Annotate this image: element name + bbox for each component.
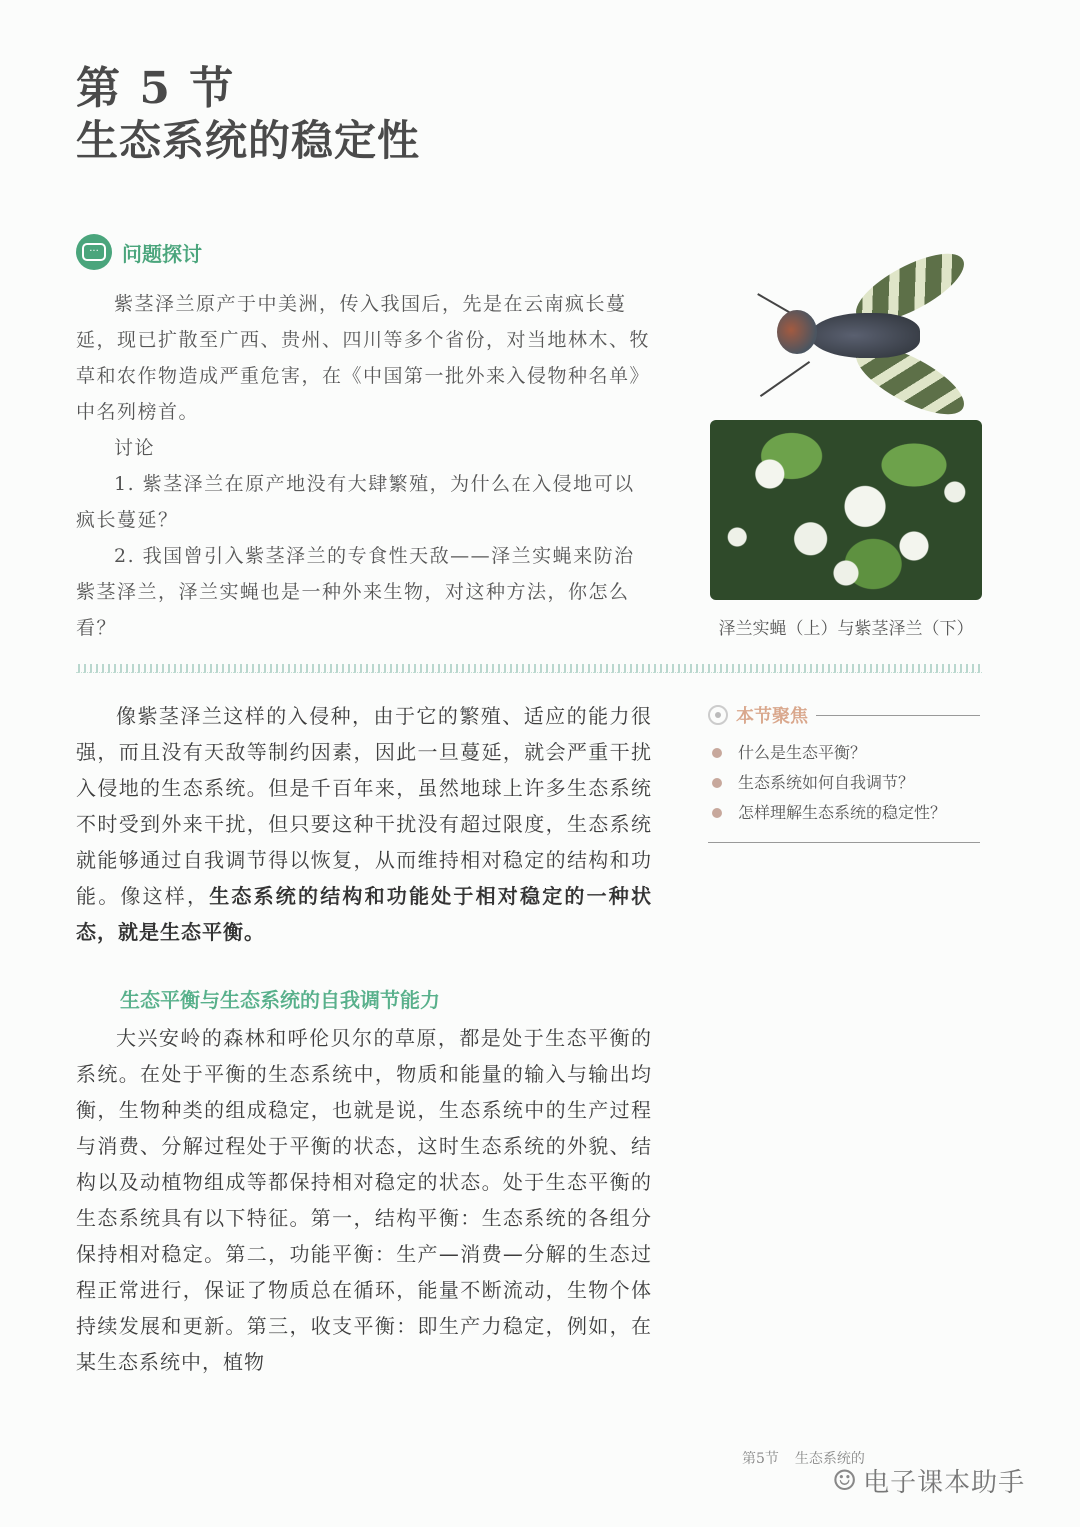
discussion-subheading: 讨论 [114,437,156,459]
chapter-number: 第 5 节 [76,63,236,114]
bullet-icon [712,748,722,758]
wechat-icon: ☺ [832,1464,858,1497]
chapter-title: 生态系统的稳定性 [76,116,421,165]
discussion-body [76,286,652,646]
watermark: ☺ 电子课本助手 [832,1464,1026,1498]
main-paragraph-2: 大兴安岭的森林和呼伦贝尔的草原，都是处于生态平衡的系统。在处于平衡的生态系统中，物质和能量的输入与输出均衡，生物种类的组成稳定，也就是说，生态系统中的生产过程与消费、分解过程处于平衡的状态，这时生态系统的外貌、结构以及动植物组成等都保持相对稳定的状态。处于生态平衡的生态系统具有以下特征。第一，结构平衡：生态系统的各组分保持相对稳定。第二，功能平衡：生产—消费—分解的生态过程正常进行，保证了物质总在循环，能量不断流动，生物个体持续发展和更新。第三，收支平衡：即生产力稳定，例如，在某生态系统中，植物 [76,1026,652,1374]
para1-definition: 生态系统的结构和功能处于相对稳定的一种状态，就是生态平衡。 [76,884,653,944]
discussion-question-1: 1. 紫茎泽兰在原产地没有大肆繁殖，为什么在入侵地可以疯长蔓延？ [76,473,635,531]
focus-box [708,702,980,843]
discussion-title: 问题探讨 [122,241,202,266]
discussion-header [76,234,202,270]
target-icon [708,705,728,725]
divider [708,842,980,843]
para1-text: 像紫茎泽兰这样的入侵种，由于它的繁殖、适应的能力很强，而且没有天敌等制约因素，因此一旦蔓延，就会严重干扰入侵地的生态系统。但是千百年来，虽然地球上许多生态系统不时受到外来干扰，但只要这种干扰没有超过限度，生态系统就能够通过自我调节得以恢复，从而维持相对稳定的结构和功能。像这样， [76,704,652,908]
divider [816,715,980,716]
bullet-icon [712,808,722,818]
chat-bubble-icon: ··· [76,234,112,270]
focus-list [708,738,980,828]
page-footer: 第5节 生态系统的 [742,1451,865,1467]
focus-title: 本节聚焦 [736,706,808,727]
list-item: 怎样理解生态系统的稳定性？ [708,798,980,828]
discussion-question-2: 2. 我国曾引入紫茎泽兰的专食性天敌——泽兰实蝇来防治紫茎泽兰，泽兰实蝇也是一种外来生物，对这种方法，你怎么看？ [76,545,635,639]
bullet-icon [712,778,722,788]
plant-photo [710,420,982,600]
fly-photo [755,258,955,408]
figure [710,258,982,639]
section-heading: 生态平衡与生态系统的自我调节能力 [120,988,440,1012]
list-item: 什么是生态平衡？ [708,738,980,768]
list-item: 生态系统如何自我调节？ [708,768,980,798]
figure-caption: 泽兰实蝇（上）与紫茎泽兰（下） [718,619,974,639]
main-paragraph-1 [76,698,652,950]
wavy-divider [76,664,982,673]
discussion-intro: 紫茎泽兰原产于中美洲，传入我国后，先是在云南疯长蔓延，现已扩散至广西、贵州、四川等多个省份，对当地林木、牧草和农作物造成严重危害，在《中国第一批外来入侵物种名单》中名列榜首。 [76,293,651,423]
